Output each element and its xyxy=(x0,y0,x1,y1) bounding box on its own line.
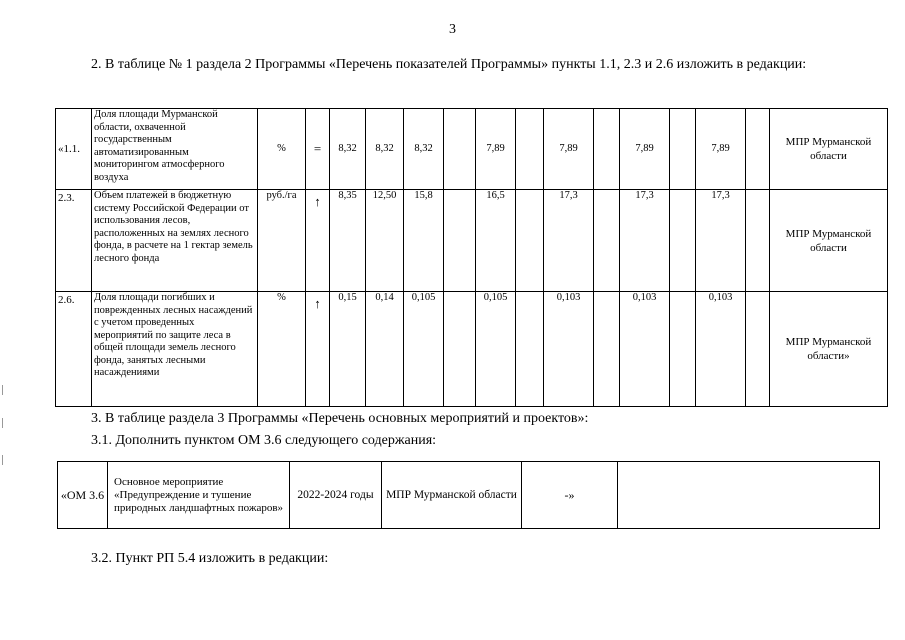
value-cell xyxy=(516,190,544,292)
activity-number: «ОМ 3.6 xyxy=(58,462,108,529)
value-cell: 16,5 xyxy=(476,190,516,292)
value-cell: 7,89 xyxy=(544,109,594,190)
row-number: «1.1. xyxy=(56,109,92,190)
margin-mark xyxy=(2,418,3,428)
margin-mark xyxy=(2,385,3,395)
indicator-name: Доля площади Мурманской области, охваченной государственным автоматизированным мониторингом атмосферного воздуха xyxy=(92,109,258,190)
margin-mark xyxy=(2,455,3,465)
responsible-cell: МПР Мурманской области» xyxy=(770,292,888,407)
trend-cell: = xyxy=(306,109,330,190)
value-cell: 8,35 xyxy=(330,190,366,292)
value-cell: 0,103 xyxy=(620,292,670,407)
activity-name: Основное мероприятие «Предупреждение и тушение природных ландшафтных пожаров» xyxy=(108,462,290,529)
paragraph-2: 2. В таблице № 1 раздела 2 Программы «Перечень показателей Программы» пункты 1.1, 2.3 и 2.6 изложить в редакции: xyxy=(91,57,807,72)
row-number: 2.3. xyxy=(56,190,92,292)
value-cell: 0,14 xyxy=(366,292,404,407)
value-cell xyxy=(746,109,770,190)
responsible-cell: МПР Мурманской области xyxy=(770,190,888,292)
indicator-name: Доля площади погибших и поврежденных лесных насаждений с учетом проведенных мероприятий по защите леса в общей площади земель лесного фонда, занятых лесными насаждениями xyxy=(92,292,258,407)
activity-responsible: МПР Мурманской области xyxy=(382,462,522,529)
indicators-table xyxy=(55,108,888,407)
value-cell xyxy=(594,190,620,292)
value-cell: 7,89 xyxy=(620,109,670,190)
value-cell xyxy=(670,109,696,190)
value-cell: 0,105 xyxy=(476,292,516,407)
activity-extra xyxy=(618,462,880,529)
value-cell: 7,89 xyxy=(476,109,516,190)
value-cell: 0,105 xyxy=(404,292,444,407)
table-row xyxy=(56,190,888,292)
value-cell: 8,32 xyxy=(366,109,404,190)
value-cell xyxy=(444,292,476,407)
activities-table xyxy=(57,461,880,529)
table-row xyxy=(56,292,888,407)
value-cell xyxy=(516,292,544,407)
value-cell: 17,3 xyxy=(620,190,670,292)
row-number: 2.6. xyxy=(56,292,92,407)
value-cell: 8,32 xyxy=(404,109,444,190)
value-cell: 15,8 xyxy=(404,190,444,292)
trend-cell: ↑ xyxy=(306,292,330,407)
value-cell: 0,15 xyxy=(330,292,366,407)
paragraph-3-2: 3.2. Пункт РП 5.4 изложить в редакции: xyxy=(91,551,329,566)
trend-cell: ↑ xyxy=(306,190,330,292)
value-cell: 12,50 xyxy=(366,190,404,292)
value-cell xyxy=(594,109,620,190)
responsible-cell: МПР Мурманской области xyxy=(770,109,888,190)
indicator-name: Объем платежей в бюджетную систему Российской Федерации от использования лесов, расположенных на землях лесного фонда, в расчете на 1 гектар земель лесного фонда xyxy=(92,190,258,292)
activity-quote-mark: -» xyxy=(522,462,618,529)
paragraph-3: 3. В таблице раздела 3 Программы «Перечень основных мероприятий и проектов»: xyxy=(91,411,589,426)
activity-period: 2022-2024 годы xyxy=(290,462,382,529)
table-row xyxy=(58,462,880,529)
unit-cell: руб./га xyxy=(258,190,306,292)
value-cell: 0,103 xyxy=(544,292,594,407)
value-cell xyxy=(670,292,696,407)
value-cell: 8,32 xyxy=(330,109,366,190)
value-cell xyxy=(746,190,770,292)
unit-cell: % xyxy=(258,292,306,407)
value-cell: 0,103 xyxy=(696,292,746,407)
value-cell xyxy=(516,109,544,190)
value-cell: 17,3 xyxy=(544,190,594,292)
value-cell: 7,89 xyxy=(696,109,746,190)
value-cell xyxy=(444,109,476,190)
unit-cell: % xyxy=(258,109,306,190)
value-cell xyxy=(444,190,476,292)
value-cell xyxy=(594,292,620,407)
paragraph-3-1: 3.1. Дополнить пунктом ОМ 3.6 следующего содержания: xyxy=(91,433,437,448)
table-row xyxy=(56,109,888,190)
value-cell xyxy=(670,190,696,292)
value-cell: 17,3 xyxy=(696,190,746,292)
page-number: 3 xyxy=(449,22,456,37)
value-cell xyxy=(746,292,770,407)
